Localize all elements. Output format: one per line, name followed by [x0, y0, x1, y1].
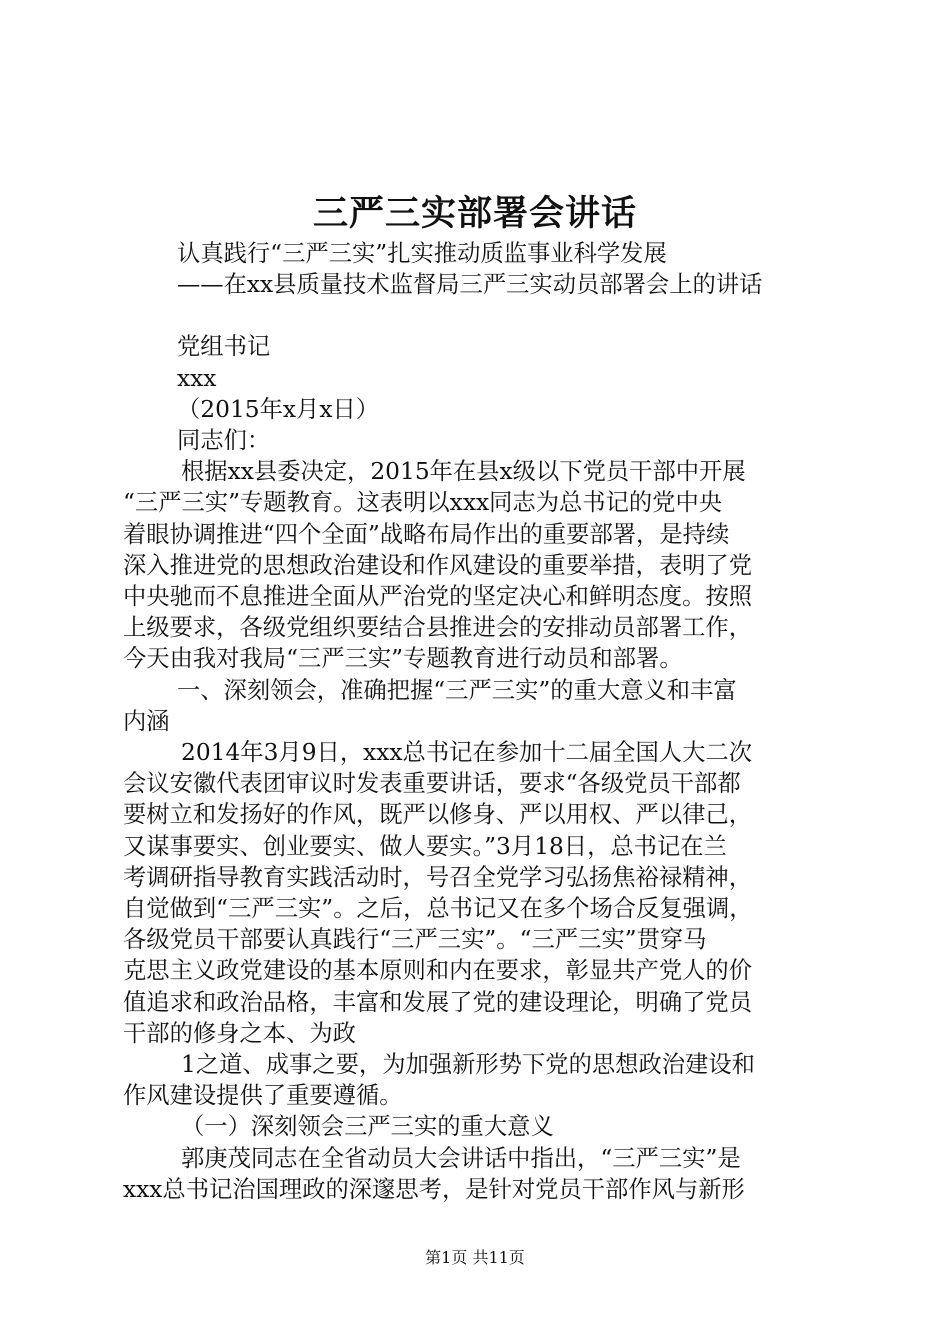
speaker-role: 党组书记	[177, 333, 271, 361]
document-title: 三严三实部署会讲话	[312, 193, 637, 234]
paragraph-line: 干部的修身之本、为政	[123, 1019, 356, 1047]
section-heading-cont: 内涵	[123, 707, 170, 735]
paragraph-line: 深入推进党的思想政治建设和作风建设的重要举措，表明了党	[123, 551, 753, 579]
document-body	[123, 238, 843, 1205]
paragraph-line: 各级党员干部要认真践行“三严三实”。“三严三实”贯穿马	[123, 926, 707, 954]
paragraph-line: 中央驰而不息推进全面从严治党的坚定决心和鲜明态度。按照	[123, 583, 753, 611]
speech-date: （2015年x月x日）	[177, 395, 380, 423]
paragraph-line: 考调研指导教育实践活动时，号召全党学习弘扬焦裕禄精神，	[123, 863, 753, 891]
paragraph-line: 值追求和政治品格，丰富和发展了党的建设理论，明确了党员	[123, 988, 753, 1016]
subsection-heading: （一）深刻领会三严三实的重大意义	[181, 1113, 554, 1141]
paragraph-line: “三严三实”专题教育。这表明以xxx同志为总书记的党中央	[123, 489, 723, 517]
subtitle: 认真践行“三严三实”扎实推动质监事业科学发展	[177, 240, 667, 267]
paragraph-line: 着眼协调推进“四个全面”战略布局作出的重要部署，是持续	[123, 520, 730, 548]
paragraph-line: 1之道、成事之要，为加强新形势下党的思想政治建设和	[181, 1051, 755, 1079]
paragraph-line: 根据xx县委决定，2015年在县x级以下党员干部中开展	[181, 458, 746, 486]
paragraph-line: 要树立和发扬好的作风，既严以修身、严以用权、严以律己，	[123, 801, 753, 829]
speaker-name: xxx	[177, 364, 217, 392]
paragraph-line: 会议安徽代表团审议时发表重要讲话，要求“各级党员干部都	[123, 770, 741, 798]
subtitle-2: ——在xx县质量技术监督局三严三实动员部署会上的讲话	[177, 271, 763, 299]
paragraph-line: 作风建设提供了重要遵循。	[123, 1082, 403, 1110]
section-heading: 一、深刻领会，准确把握“三严三实”的重大意义和丰富	[177, 676, 737, 704]
paragraph-line: 克思主义政党建设的基本原则和内在要求，彰显共产党人的价	[123, 957, 753, 985]
paragraph-line: xxx总书记治国理政的深邃思考，是针对党员干部作风与新形	[123, 1175, 745, 1203]
paragraph-line: 自觉做到“三严三实”。之后，总书记又在多个场合反复强调，	[123, 895, 753, 923]
paragraph-line: 又谋事要实、创业要实、做人要实。”3月18日，总书记在兰	[123, 832, 727, 860]
paragraph-line: 今天由我对我局“三严三实”专题教育进行动员和部署。	[123, 645, 683, 673]
paragraph-line: 2014年3月9日，xxx总书记在参加十二届全国人大二次	[181, 739, 752, 767]
greeting: 同志们：	[177, 427, 271, 455]
page-number: 第1页 共11页	[425, 1248, 525, 1267]
paragraph-line: 郭庚茂同志在全省动员大会讲话中指出，“三严三实”是	[181, 1144, 741, 1172]
paragraph-line: 上级要求，各级党组织要结合县推进会的安排动员部署工作，	[123, 614, 753, 642]
